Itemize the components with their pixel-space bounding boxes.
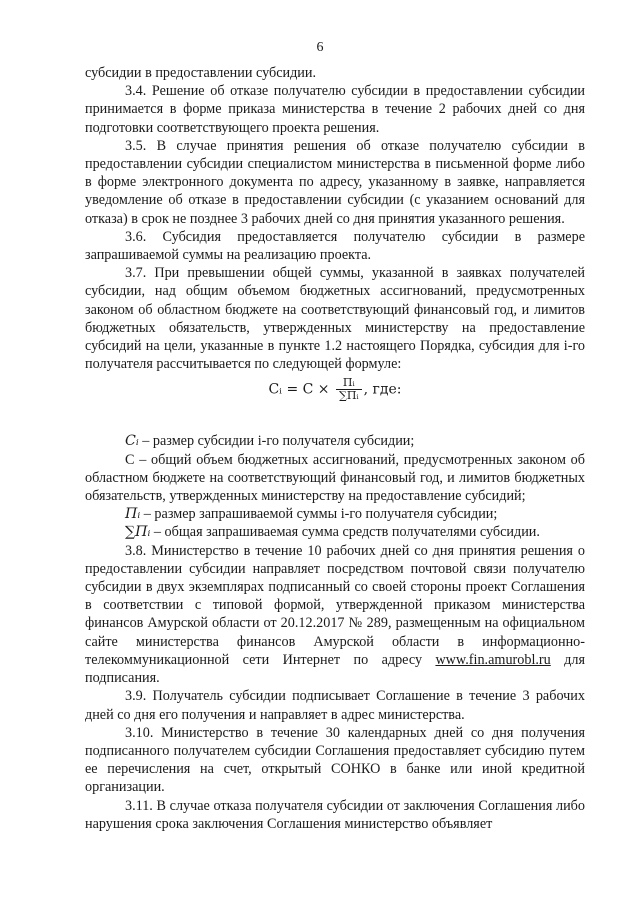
definition-pi-variable: Пᵢ <box>125 506 141 523</box>
formula-fraction <box>336 377 362 402</box>
paragraph-3-9: 3.9. Получатель субсидии подписывает Соглашение в течение 3 рабочих дней со дня его получения и направляет в адрес министерства. <box>85 688 585 723</box>
paragraph-3-4: 3.4. Решение об отказе получателю субсидии в предоставлении субсидии принимается в форме приказа министерства в течение 2 рабочих дней со дня подготовки соответствующего проекта решения. <box>85 83 585 136</box>
document-body <box>85 64 585 833</box>
formula-suffix: , где: <box>363 381 402 398</box>
subsidy-formula <box>85 377 585 402</box>
definition-c: С – общий объем бюджетных ассигнований, предусмотренных законом об областном бюджете на соответствующий финансовый год, и лимитов бюджетных обязательств, утвержденных министерству на предоставление субсидий; <box>85 451 585 505</box>
formula-lhs: Cᵢ = C × <box>268 381 330 398</box>
formula-denominator: ∑Пᵢ <box>338 389 359 403</box>
paragraph-3-10: 3.10. Министерство в течение 30 календарных дней со дня получения подписанного получателем субсидии Соглашения предоставляет субсидию путем ее перечисления на счет, открытый СОНКО в банке или иной кредитной организации. <box>85 724 585 796</box>
definition-ci <box>85 432 585 450</box>
definition-ci-variable: Cᵢ <box>125 433 139 450</box>
definition-ci-text: – размер субсидии i-го получателя субсидии; <box>138 433 415 450</box>
paragraph-3-7: 3.7. При превышении общей суммы, указанной в заявках получателей субсидии, над общим объемом бюджетных ассигнований, предусмотренных законом об областном бюджете на соответствующий финансовый год, и лимитов бюджетных обязательств, утвержденных министерству на предоставление субсидий на цели, указанные в пункте 1.2 настоящего Порядка, субсидия для i-го получателя рассчитывается по следующей формуле: <box>85 265 585 373</box>
paragraph-3-8 <box>85 542 585 688</box>
definition-pi-text: – размер запрашиваемой суммы i-го получателя субсидии; <box>140 506 498 523</box>
paragraph-3-8-text: 3.8. Министерство в течение 10 рабочих дней со дня принятия решения о предоставлении субсидии направляет посредством почтовой связи получателю субсидии в двух экземплярах подписанный со своей стороны проект Соглашения в соответствии с типовой формой, утвержденной приказом министерства финансов Амурской области от 20.12.2017 № 289, размещенным на официальном сайте министерства финансов Амурской области в информационно-телекоммуникационной сети Интернет по адресу <box>85 542 585 668</box>
ministry-website-link[interactable]: www.fin.amurobl.ru <box>435 651 551 668</box>
definition-pi <box>85 505 585 523</box>
paragraph-intro: субсидии в предоставлении субсидии. <box>85 65 317 81</box>
paragraph-3-5: 3.5. В случае принятия решения об отказе получателю субсидии в предоставлении субсидии специалистом министерства в письменной форме либо в форме электронного документа по адресу, указанному в заявке, направляется уведомление об отказе в предоставлении субсидии (с указанием оснований для отказа) в срок не позднее 3 рабочих дней со дня принятия указанного решения. <box>85 137 585 227</box>
paragraph-3-6: 3.6. Субсидия предоставляется получателю субсидии в размере запрашиваемой суммы на реализацию проекта. <box>85 228 585 264</box>
definition-sum-variable: ∑Пᵢ <box>125 524 151 541</box>
paragraph-3-8-end: для подписания. <box>85 651 585 687</box>
paragraph-3-11: 3.11. В случае отказа получателя субсидии от заключения Соглашения либо нарушения срока заключения Соглашения министерство объявляет <box>85 797 585 832</box>
page-number: 6 <box>316 40 324 55</box>
definition-sum-text: – общая запрашиваемая сумма средств получателями субсидии. <box>150 524 540 541</box>
definition-sum <box>85 523 585 541</box>
formula-numerator: Пᵢ <box>336 377 362 390</box>
